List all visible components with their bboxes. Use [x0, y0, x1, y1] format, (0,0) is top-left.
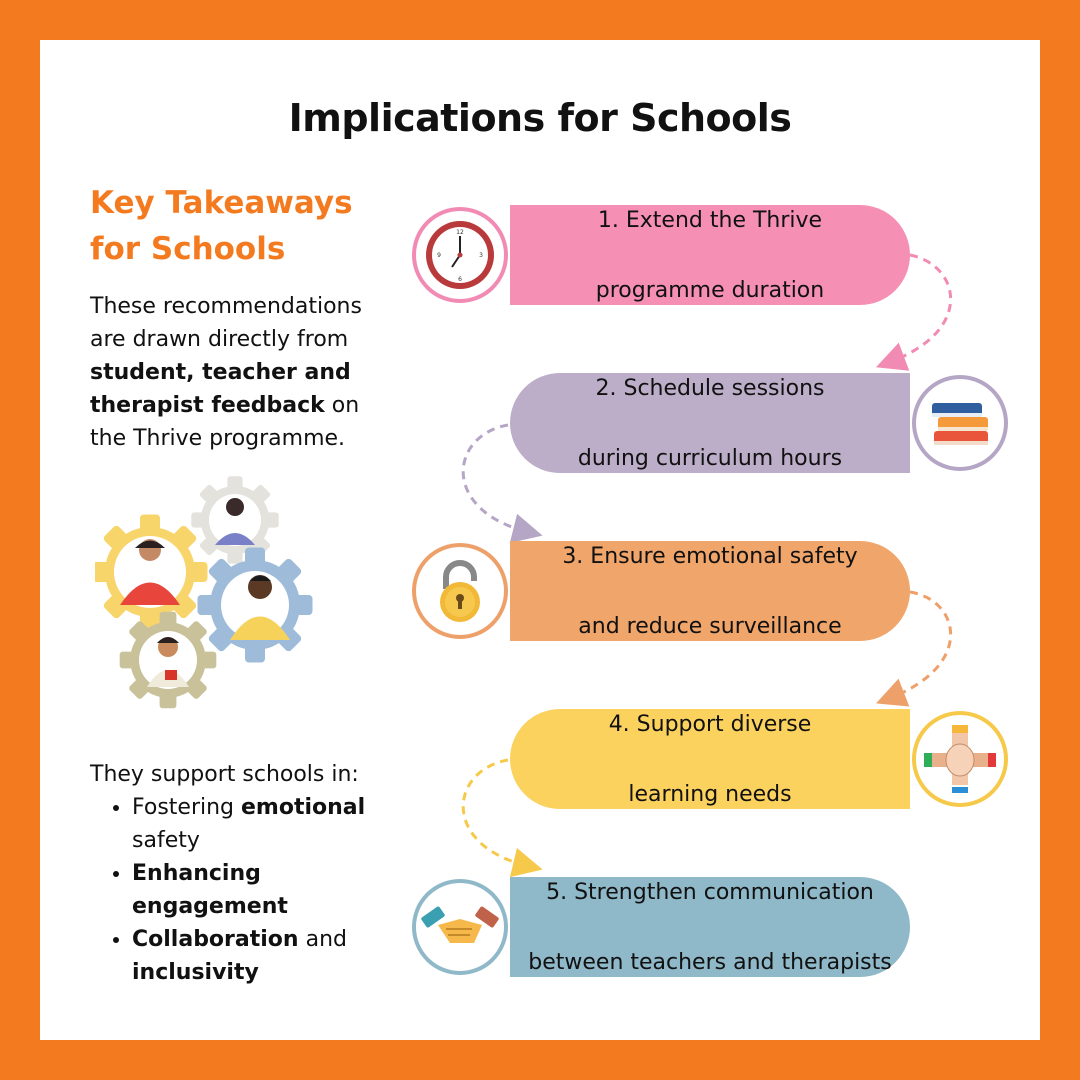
step-1: 1. Extend the Thrive programme duration: [510, 205, 910, 305]
step-5: 5. Strengthen communication between teachers and therapists: [510, 877, 910, 977]
step-3: 3. Ensure emotional safety and reduce surveillance: [510, 541, 910, 641]
infographic-card: [40, 40, 1040, 1040]
svg-text:6: 6: [458, 276, 462, 283]
padlock-icon: [412, 543, 508, 639]
step-4: 4. Support diverse learning needs: [510, 709, 910, 809]
clock-icon: [412, 207, 508, 303]
handshake-icon: [412, 879, 508, 975]
step-2: 2. Schedule sessions during curriculum hours: [510, 373, 910, 473]
svg-text:9: 9: [437, 252, 441, 259]
hands-together-icon: [912, 711, 1008, 807]
key-takeaways-heading: Key Takeaways for Schools: [90, 185, 353, 267]
intro-text: These recommendations are drawn directly from student, teacher and therapist feedback on the Thrive programme.: [90, 294, 362, 451]
support-item-engagement: • Enhancing engagement: [132, 857, 390, 923]
support-item-emotional-safety: • Fostering emotional safety: [132, 791, 390, 857]
svg-text:12: 12: [456, 229, 464, 236]
support-item-collaboration: • Collaboration and inclusivity: [132, 923, 390, 989]
intro-bold: student, teacher and therapist feedback: [90, 360, 351, 418]
support-lead: They support schools in:: [90, 762, 359, 787]
books-icon: [912, 375, 1008, 471]
svg-text:3: 3: [479, 252, 483, 259]
page-title: Implications for Schools: [288, 96, 792, 140]
